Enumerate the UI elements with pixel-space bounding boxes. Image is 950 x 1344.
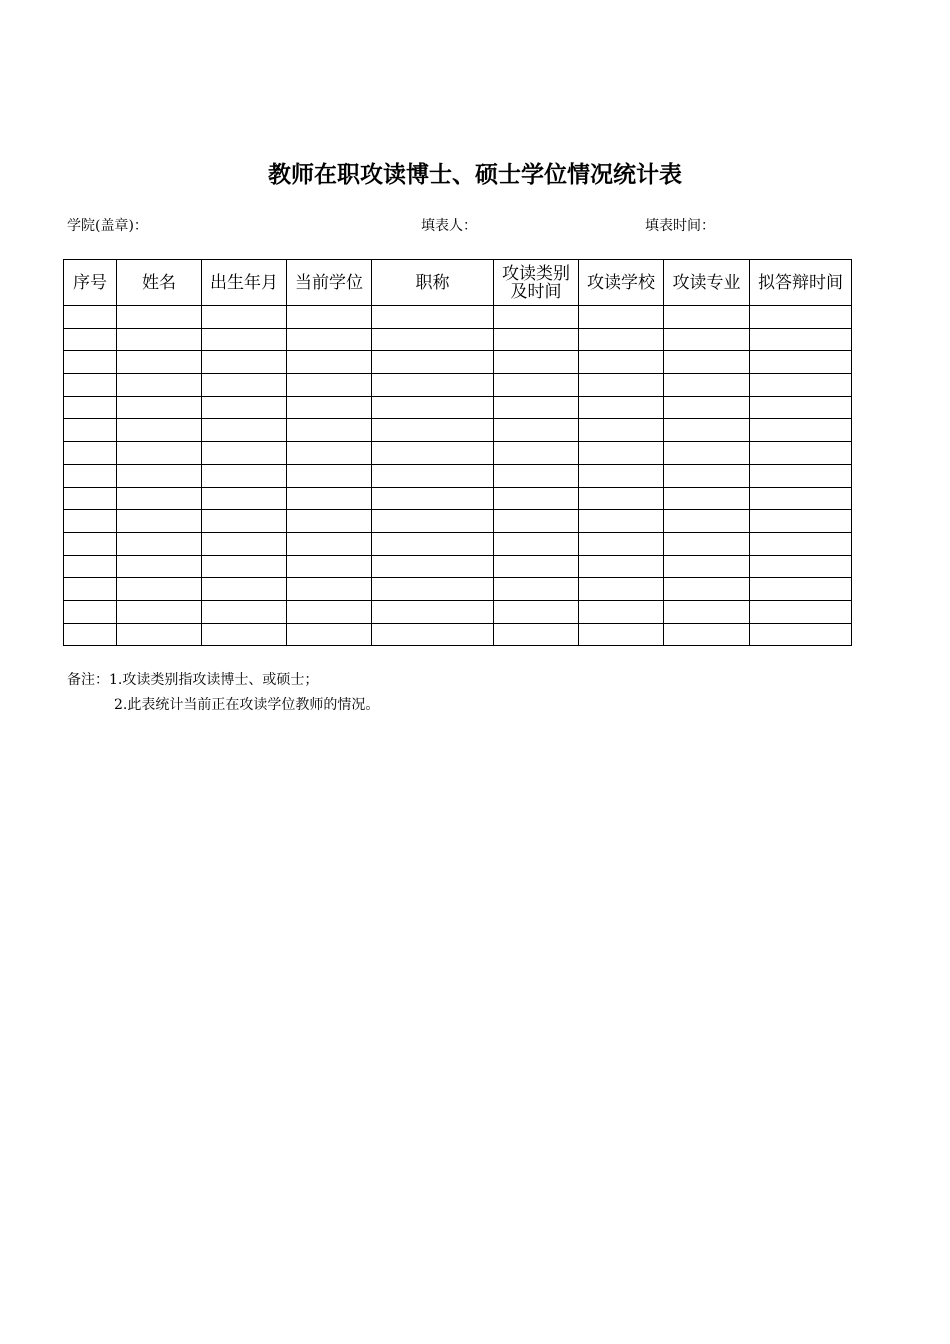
- table-cell: [494, 623, 579, 646]
- table-cell: [202, 623, 287, 646]
- table-cell: [372, 487, 494, 510]
- table-cell: [494, 328, 579, 351]
- table-cell: [202, 351, 287, 374]
- table-cell: [372, 600, 494, 623]
- table-cell: [750, 510, 852, 533]
- table-cell: [664, 464, 750, 487]
- table-cell: [750, 532, 852, 555]
- table-cell: [117, 351, 202, 374]
- table-cell: [664, 578, 750, 601]
- table-cell: [372, 555, 494, 578]
- table-cell: [64, 464, 117, 487]
- note-line-1: 备注：1.攻读类别指攻读博士、或硕士；: [67, 672, 319, 688]
- table-cell: [494, 578, 579, 601]
- table-cell: [202, 578, 287, 601]
- table-cell: [117, 555, 202, 578]
- table-cell: [64, 306, 117, 329]
- header-title: 职称: [372, 260, 494, 306]
- header-current-degree: 当前学位: [287, 260, 372, 306]
- table-cell: [750, 442, 852, 465]
- table-header-row: [64, 260, 852, 306]
- table-cell: [494, 442, 579, 465]
- table-cell: [202, 442, 287, 465]
- table-cell: [664, 623, 750, 646]
- table-cell: [579, 578, 664, 601]
- table-cell: [372, 328, 494, 351]
- header-school: 攻读学校: [579, 260, 664, 306]
- header-major: 攻读专业: [664, 260, 750, 306]
- table-cell: [287, 623, 372, 646]
- table-row: [64, 306, 852, 329]
- table-cell: [287, 464, 372, 487]
- table-cell: [64, 532, 117, 555]
- table-row: [64, 510, 852, 533]
- header-name: 姓名: [117, 260, 202, 306]
- table-cell: [202, 487, 287, 510]
- table-cell: [202, 306, 287, 329]
- table-cell: [64, 487, 117, 510]
- table-cell: [372, 578, 494, 601]
- table-cell: [750, 351, 852, 374]
- table-cell: [117, 328, 202, 351]
- table-cell: [287, 351, 372, 374]
- table-cell: [579, 442, 664, 465]
- table-cell: [750, 396, 852, 419]
- table-cell: [579, 487, 664, 510]
- table-row: [64, 464, 852, 487]
- table-row: [64, 578, 852, 601]
- table-cell: [750, 306, 852, 329]
- table-cell: [117, 374, 202, 397]
- table-row: [64, 374, 852, 397]
- table-cell: [664, 532, 750, 555]
- table-cell: [664, 374, 750, 397]
- table-cell: [117, 600, 202, 623]
- table-cell: [579, 464, 664, 487]
- table-cell: [202, 464, 287, 487]
- table-cell: [372, 623, 494, 646]
- table-cell: [372, 510, 494, 533]
- table-cell: [750, 328, 852, 351]
- table-cell: [372, 374, 494, 397]
- table-cell: [664, 306, 750, 329]
- table-cell: [372, 306, 494, 329]
- fill-time-label: 填表时间：: [645, 218, 715, 234]
- table-cell: [64, 623, 117, 646]
- table-cell: [494, 351, 579, 374]
- table-cell: [579, 374, 664, 397]
- table-cell: [64, 600, 117, 623]
- table-cell: [117, 442, 202, 465]
- college-seal-label: 学院(盖章)：: [67, 218, 148, 234]
- table-cell: [494, 374, 579, 397]
- table-cell: [117, 396, 202, 419]
- table-cell: [202, 328, 287, 351]
- table-cell: [579, 396, 664, 419]
- table-cell: [664, 396, 750, 419]
- table-cell: [287, 396, 372, 419]
- table-cell: [287, 600, 372, 623]
- table-row: [64, 532, 852, 555]
- table-cell: [64, 328, 117, 351]
- filler-label: 填表人：: [421, 218, 477, 234]
- table-cell: [494, 419, 579, 442]
- table-cell: [494, 464, 579, 487]
- table-cell: [579, 351, 664, 374]
- table-cell: [117, 510, 202, 533]
- table-cell: [117, 419, 202, 442]
- table-cell: [64, 351, 117, 374]
- table-cell: [664, 487, 750, 510]
- table-row: [64, 600, 852, 623]
- table-row: [64, 396, 852, 419]
- table-cell: [750, 623, 852, 646]
- table-cell: [372, 351, 494, 374]
- table-cell: [664, 351, 750, 374]
- table-cell: [750, 464, 852, 487]
- table-cell: [579, 328, 664, 351]
- table-cell: [287, 532, 372, 555]
- table-cell: [287, 578, 372, 601]
- table-cell: [372, 396, 494, 419]
- table-cell: [202, 374, 287, 397]
- table-cell: [287, 510, 372, 533]
- table-cell: [117, 306, 202, 329]
- table-cell: [372, 532, 494, 555]
- table-cell: [664, 510, 750, 533]
- table-cell: [202, 600, 287, 623]
- table-row: [64, 328, 852, 351]
- table-cell: [494, 396, 579, 419]
- table-cell: [117, 532, 202, 555]
- table-cell: [579, 419, 664, 442]
- table-cell: [287, 487, 372, 510]
- table-cell: [664, 600, 750, 623]
- table-cell: [117, 623, 202, 646]
- table-cell: [117, 464, 202, 487]
- statistics-table: [63, 259, 852, 646]
- header-serial-number: 序号: [64, 260, 117, 306]
- table-row: [64, 351, 852, 374]
- header-study-type-and-time: 攻读类别及时间: [494, 260, 579, 306]
- table-cell: [494, 487, 579, 510]
- table-cell: [750, 419, 852, 442]
- table-cell: [64, 442, 117, 465]
- table-cell: [494, 532, 579, 555]
- table-cell: [664, 328, 750, 351]
- table-cell: [202, 555, 287, 578]
- table-cell: [64, 419, 117, 442]
- table-row: [64, 442, 852, 465]
- table-cell: [750, 578, 852, 601]
- header-defense-time: 拟答辩时间: [750, 260, 852, 306]
- table-cell: [202, 532, 287, 555]
- table-cell: [202, 510, 287, 533]
- table-row: [64, 487, 852, 510]
- table-cell: [64, 396, 117, 419]
- table-cell: [664, 555, 750, 578]
- table-cell: [372, 419, 494, 442]
- table-cell: [287, 555, 372, 578]
- table-cell: [579, 600, 664, 623]
- table-cell: [372, 442, 494, 465]
- table-cell: [494, 306, 579, 329]
- table-cell: [202, 396, 287, 419]
- table-cell: [287, 419, 372, 442]
- table-cell: [64, 510, 117, 533]
- table-cell: [287, 328, 372, 351]
- table-cell: [287, 306, 372, 329]
- table-cell: [287, 442, 372, 465]
- table-body: [64, 306, 852, 646]
- table-cell: [579, 555, 664, 578]
- table-cell: [664, 442, 750, 465]
- table-cell: [579, 510, 664, 533]
- table-cell: [372, 464, 494, 487]
- table-cell: [664, 419, 750, 442]
- table-cell: [117, 578, 202, 601]
- note-line-2: 2.此表统计当前正在攻读学位教师的情况。: [114, 697, 380, 713]
- header-birth-date: 出生年月: [202, 260, 287, 306]
- table-cell: [494, 600, 579, 623]
- table-cell: [750, 487, 852, 510]
- table-cell: [750, 374, 852, 397]
- table-cell: [64, 555, 117, 578]
- table-row: [64, 623, 852, 646]
- table-cell: [579, 623, 664, 646]
- table-row: [64, 555, 852, 578]
- table-cell: [579, 306, 664, 329]
- table-cell: [287, 374, 372, 397]
- table-row: [64, 419, 852, 442]
- table-cell: [64, 578, 117, 601]
- table-cell: [579, 532, 664, 555]
- page-title: 教师在职攻读博士、硕士学位情况统计表: [268, 161, 682, 188]
- table-cell: [117, 487, 202, 510]
- table-cell: [202, 419, 287, 442]
- table-cell: [64, 374, 117, 397]
- table-cell: [750, 555, 852, 578]
- table-cell: [750, 600, 852, 623]
- table-cell: [494, 555, 579, 578]
- table-cell: [494, 510, 579, 533]
